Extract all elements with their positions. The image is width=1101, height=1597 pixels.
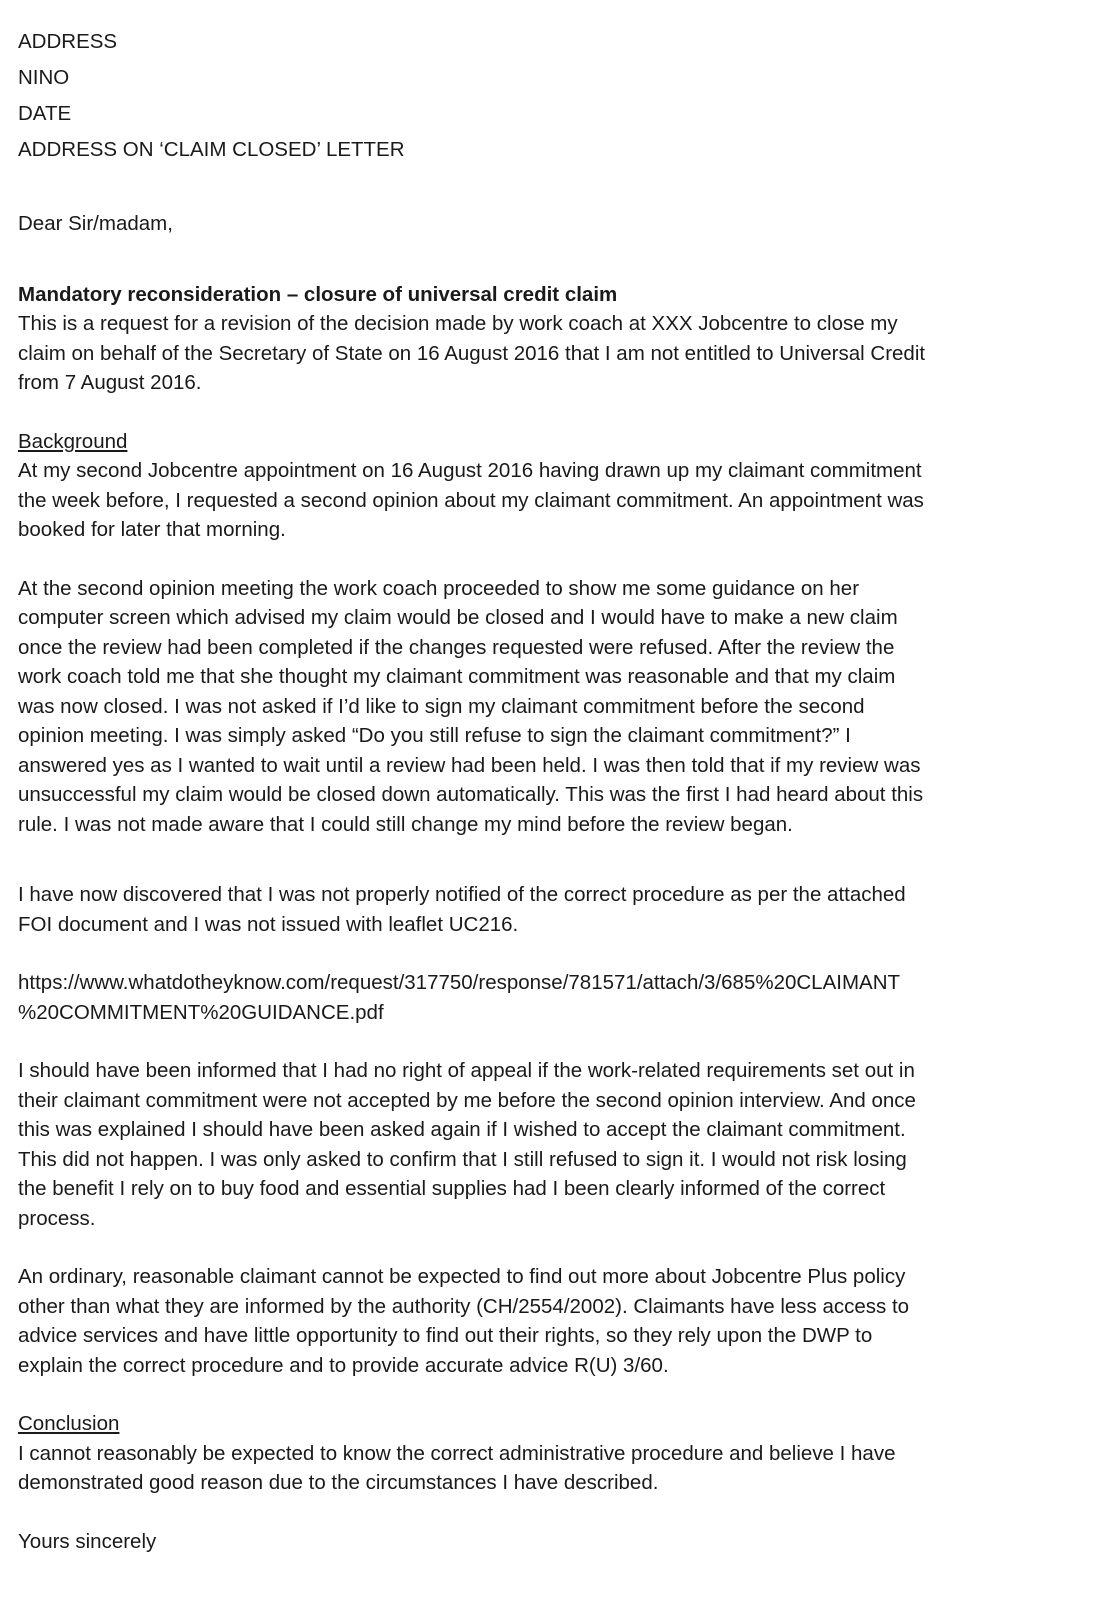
paragraph-line: once the review had been completed if the changes requested were refused. After the review the bbox=[18, 635, 895, 659]
letter-document bbox=[18, 24, 1078, 1556]
paragraph-line: This is a request for a revision of the decision made by work coach at XXX Jobcentre to close my bbox=[18, 312, 898, 335]
spacer bbox=[18, 398, 1078, 427]
paragraph-line: process. bbox=[18, 1206, 96, 1230]
paragraph-line: An ordinary, reasonable claimant cannot be expected to find out more about Jobcentre Plus policy bbox=[18, 1265, 906, 1288]
paragraph-line: At my second Jobcentre appointment on 16 August 2016 having drawn up my claimant commitment bbox=[18, 459, 922, 482]
paragraph-line: I have now discovered that I was not properly notified of the correct procedure as per the attached bbox=[18, 883, 906, 906]
sender-address: ADDRESS bbox=[18, 30, 118, 53]
paragraph-line: this was explained I should have been asked again if I wished to accept the claimant commitment. bbox=[18, 1118, 906, 1141]
paragraph-line: their claimant commitment were not accepted by me before the second opinion interview. And once bbox=[18, 1088, 916, 1112]
paragraph-line: opinion meeting. I was simply asked “Do you still refuse to sign the claimant commitment?” I bbox=[18, 724, 851, 747]
sender-nino: NINO bbox=[18, 66, 70, 89]
link-line: https://www.whatdotheyknow.com/request/317750/response/781571/attach/3/685%20CLAIMANT bbox=[18, 971, 901, 994]
paragraph-line: This did not happen. I was only asked to confirm that I still refused to sign it. I would not risk losing bbox=[18, 1147, 907, 1171]
recipient-address: ADDRESS ON ‘CLAIM CLOSED’ LETTER bbox=[18, 138, 405, 161]
foi-link bbox=[18, 968, 1078, 1027]
paragraph-line: booked for later that morning. bbox=[18, 518, 286, 541]
signoff: Yours sincerely bbox=[18, 1529, 157, 1553]
spacer bbox=[18, 1027, 1078, 1056]
second-opinion-paragraph bbox=[18, 574, 1078, 840]
spacer bbox=[18, 1233, 1078, 1262]
paragraph-line: unsuccessful my claim would be closed down automatically. This was the first I had heard about this bbox=[18, 783, 924, 806]
letter-date: DATE bbox=[18, 102, 72, 125]
paragraph-line: At the second opinion meeting the work coach proceeded to show me some guidance on her bbox=[18, 576, 860, 600]
paragraph-line: work coach told me that she thought my claimant commitment was reasonable and that my claim bbox=[18, 665, 896, 688]
paragraph-line: claim on behalf of the Secretary of State on 16 August 2016 that I am not entitled to Universal Credit bbox=[18, 341, 926, 365]
paragraph-line: the benefit I rely on to buy food and essential supplies had I been clearly informed of the correct bbox=[18, 1177, 886, 1200]
conclusion-paragraph bbox=[18, 1439, 1078, 1498]
paragraph-line: I cannot reasonably be expected to know the correct administrative procedure and believe I have bbox=[18, 1441, 896, 1465]
background-paragraph bbox=[18, 456, 1078, 545]
ordinary-claimant-paragraph bbox=[18, 1262, 1078, 1380]
paragraph-line: FOI document and I was not issued with leaflet UC216. bbox=[18, 912, 519, 936]
paragraph-line: rule. I was not made aware that I could still change my mind before the review began. bbox=[18, 812, 793, 836]
informed-paragraph bbox=[18, 1056, 1078, 1233]
letter-header bbox=[18, 24, 1078, 168]
discovered-paragraph bbox=[18, 880, 1078, 939]
spacer bbox=[18, 839, 1078, 880]
link-line: %20COMMITMENT%20GUIDANCE.pdf bbox=[18, 1000, 384, 1024]
paragraph-line: explain the correct procedure and to provide accurate advice R(U) 3/60. bbox=[18, 1353, 669, 1377]
spacer bbox=[18, 168, 1078, 209]
salutation: Dear Sir/madam, bbox=[18, 212, 173, 235]
paragraph-line: advice services and have little opportunity to find out their rights, so they rely upon the DWP to bbox=[18, 1324, 873, 1347]
intro-paragraph bbox=[18, 309, 1078, 398]
paragraph-line: answered yes as I wanted to wait until a review had been held. I was then told that if my review was bbox=[18, 753, 921, 777]
paragraph-line: demonstrated good reason due to the circumstances I have described. bbox=[18, 1471, 659, 1494]
spacer bbox=[18, 1380, 1078, 1409]
spacer bbox=[18, 239, 1078, 280]
paragraph-line: other than what they are informed by the authority (CH/2554/2002). Claimants have less access to bbox=[18, 1294, 910, 1318]
letter-subject: Mandatory reconsideration – closure of universal credit claim bbox=[18, 282, 618, 306]
background-heading: Background bbox=[18, 429, 128, 453]
conclusion-heading: Conclusion bbox=[18, 1412, 120, 1435]
spacer bbox=[18, 1498, 1078, 1527]
spacer bbox=[18, 939, 1078, 968]
paragraph-line: was now closed. I was not asked if I’d like to sign my claimant commitment before the second bbox=[18, 694, 865, 718]
spacer bbox=[18, 545, 1078, 574]
paragraph-line: computer screen which advised my claim would be closed and I would have to make a new claim bbox=[18, 606, 898, 629]
paragraph-line: from 7 August 2016. bbox=[18, 371, 202, 394]
paragraph-line: I should have been informed that I had no right of appeal if the work-related requirements set out in bbox=[18, 1059, 915, 1082]
paragraph-line: the week before, I requested a second opinion about my claimant commitment. An appointment was bbox=[18, 488, 924, 512]
